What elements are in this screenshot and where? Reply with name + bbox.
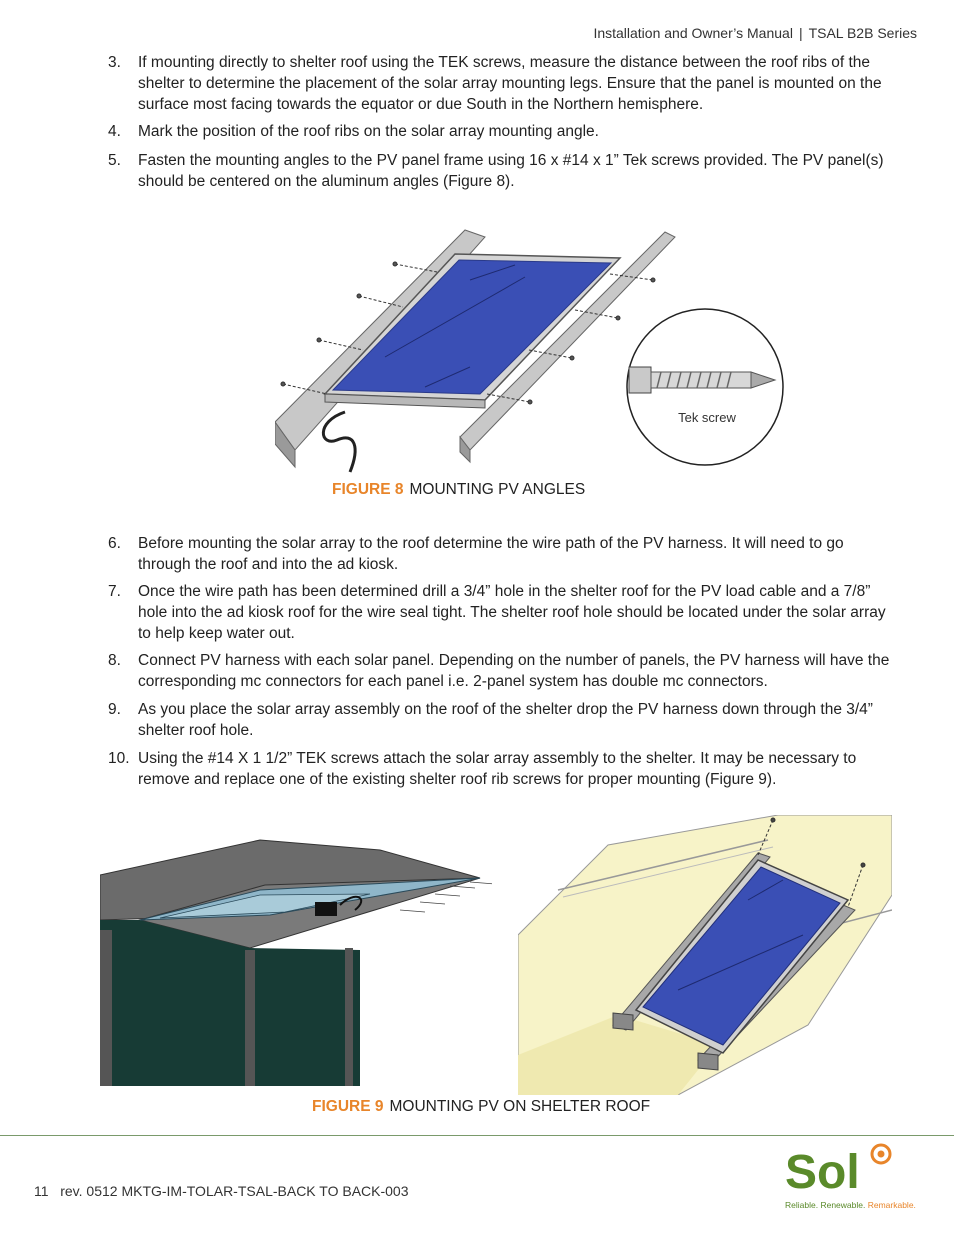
step-text: Before mounting the solar array to the roof determine the wire path of the PV harness. It will need to go through the roof and into the ad kiosk. (138, 535, 844, 573)
step-number: 4. (108, 123, 121, 140)
figure-8-illustration (275, 222, 785, 480)
figure-8-caption (332, 481, 585, 499)
step-text: Once the wire path has been determined drill a 3/4” hole in the shelter roof for the PV load cable and a 7/8” hole into the ad kiosk roof for the wire seal tight. The shelter roof hole should be located under the solar array to help keep water out. (138, 583, 886, 642)
figure-9-title: MOUNTING PV ON SHELTER ROOF (389, 1098, 651, 1115)
manual-title: Installation and Owner’s Manual (593, 25, 793, 41)
step-number: 10. (108, 750, 130, 767)
revision-code: rev. 0512 MKTG-IM-TOLAR-TSAL-BACK TO BACK-003 (60, 1183, 409, 1199)
series-name: TSAL B2B Series (808, 25, 917, 41)
sol-logo (785, 1138, 925, 1213)
tagline-renewable: Renewable. (820, 1200, 866, 1210)
step-text: Mark the position of the roof ribs on the solar array mounting angle. (138, 123, 599, 140)
tagline-reliable: Reliable. (785, 1200, 819, 1210)
step-7 (108, 581, 898, 644)
step-text: As you place the solar array assembly on the roof of the shelter drop the PV harness down through the 3/4” shelter roof hole. (138, 701, 873, 739)
step-3 (108, 52, 898, 115)
logo-wordmark: Sol (785, 1146, 860, 1199)
step-6 (108, 533, 898, 575)
step-number: 6. (108, 535, 121, 552)
step-number: 7. (108, 583, 121, 600)
step-text: Connect PV harness with each solar panel. Depending on the number of panels, the PV harness will have the corresponding mc connectors for each panel i.e. 2-panel system has double mc connectors. (138, 652, 890, 690)
figure-9-roof-illustration (518, 815, 892, 1095)
footer-info (34, 1183, 409, 1199)
header-separator: | (798, 25, 803, 41)
step-4 (108, 121, 898, 142)
figure-9-label: FIGURE 9 (312, 1098, 384, 1115)
footer-divider (0, 1135, 954, 1136)
page-number: 11 (34, 1183, 49, 1199)
step-text: If mounting directly to shelter roof using the TEK screws, measure the distance between the roof ribs of the shelter to determine the placement of the solar array mounting legs. Ensure that the panel is mounted on the surface most facing towards the equator or due South in the Northern hemisphere. (138, 54, 882, 113)
step-number: 8. (108, 652, 121, 669)
tagline-remarkable: Remarkable. (867, 1200, 916, 1210)
step-number: 5. (108, 152, 121, 169)
step-text: Fasten the mounting angles to the PV panel frame using 16 x #14 x 1” Tek screws provided. The PV panel(s) should be centered on the aluminum angles (Figure 8). (138, 152, 884, 190)
figure-9-caption (312, 1098, 650, 1116)
svg-text:Reliable. Renewable. R (785, 1200, 916, 1210)
step-10 (108, 748, 898, 790)
figure-8-title: MOUNTING PV ANGLES (409, 481, 586, 498)
page-header (593, 25, 917, 41)
step-text: Using the #14 X 1 1/2” TEK screws attach the solar array assembly to the shelter. It may be necessary to remove and replace one of the existing shelter roof rib screws for proper mounting (Figure 9). (138, 750, 857, 788)
tek-screw-label: Tek screw (678, 410, 736, 425)
step-8 (108, 650, 898, 692)
figure-8-label: FIGURE 8 (332, 481, 404, 498)
step-9 (108, 699, 898, 741)
step-5 (108, 150, 898, 192)
step-number: 3. (108, 54, 121, 71)
figure-9-shelter-illustration (100, 820, 492, 1086)
step-number: 9. (108, 701, 121, 718)
